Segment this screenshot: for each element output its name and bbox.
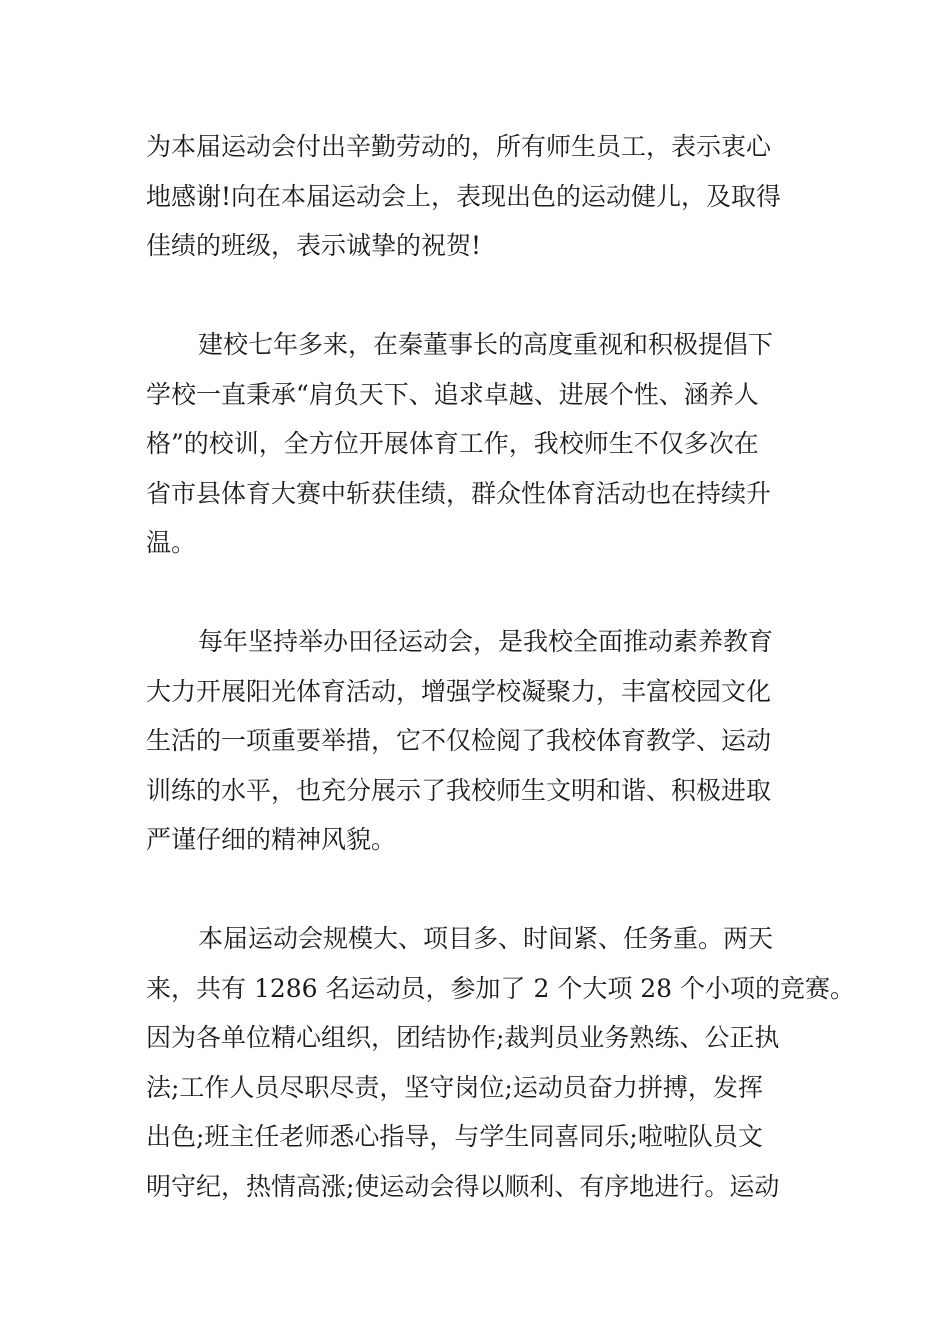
text-line: 格”的校训，全方位开展体育工作，我校师生不仅多次在 bbox=[146, 429, 759, 458]
text-line: 每年坚持举办田径运动会，是我校全面推动素养教育 bbox=[198, 627, 774, 656]
text-line: 温。 bbox=[146, 528, 197, 557]
text-line: 本届运动会规模大、项目多、时间紧、任务重。两天 bbox=[198, 924, 774, 953]
text-line: 学校一直秉承“肩负天下、追求卓越、进展个性、涵养人 bbox=[146, 379, 759, 409]
paragraph-4 bbox=[146, 914, 856, 1211]
paragraph-2 bbox=[146, 320, 816, 568]
paragraph-gap bbox=[146, 568, 816, 618]
text-line: 因为各单位精心组织，团结协作;裁判员业务熟练、公正执 bbox=[146, 1023, 780, 1052]
paragraph-1 bbox=[146, 122, 816, 271]
text-line: 生活的一项重要举措，它不仅检阅了我校体育教学、运动 bbox=[146, 726, 772, 755]
text-line: 佳绩的班级，表示诚挚的祝贺! bbox=[146, 231, 482, 260]
paragraph-gap bbox=[146, 865, 816, 915]
text-line: 省市县体育大赛中斩获佳绩，群众性体育活动也在持续升 bbox=[146, 478, 772, 508]
text-line: 来，共有 1286 名运动员，参加了 2 个大项 28 个小项的竞赛。 bbox=[146, 973, 856, 1003]
text-line: 严谨仔细的精神风貌。 bbox=[146, 825, 397, 854]
text-line: 建校七年多来，在秦董事长的高度重视和积极提倡下 bbox=[198, 330, 774, 359]
text-line: 出色;班主任老师悉心指导，与学生同喜同乐;啦啦队员文 bbox=[146, 1122, 763, 1151]
text-line: 训练的水平，也充分展示了我校师生文明和谐、积极进取 bbox=[146, 775, 772, 805]
text-line: 明守纪，热情高涨;使运动会得以顺利、有序地进行。运动 bbox=[146, 1171, 780, 1201]
text-line: 为本届运动会付出辛勤劳动的，所有师生员工，表示衷心 bbox=[146, 132, 772, 161]
text-line: 大力开展阳光体育活动，增强学校凝聚力，丰富校园文化 bbox=[146, 676, 772, 706]
document-body bbox=[146, 122, 856, 1211]
paragraph-gap bbox=[146, 271, 816, 321]
paragraph-3 bbox=[146, 617, 816, 865]
text-line: 地感谢!向在本届运动会上，表现出色的运动健儿，及取得 bbox=[146, 181, 782, 211]
text-line: 法;工作人员尽职尽责，坚守岗位;运动员奋力拼搏，发挥 bbox=[146, 1072, 763, 1102]
